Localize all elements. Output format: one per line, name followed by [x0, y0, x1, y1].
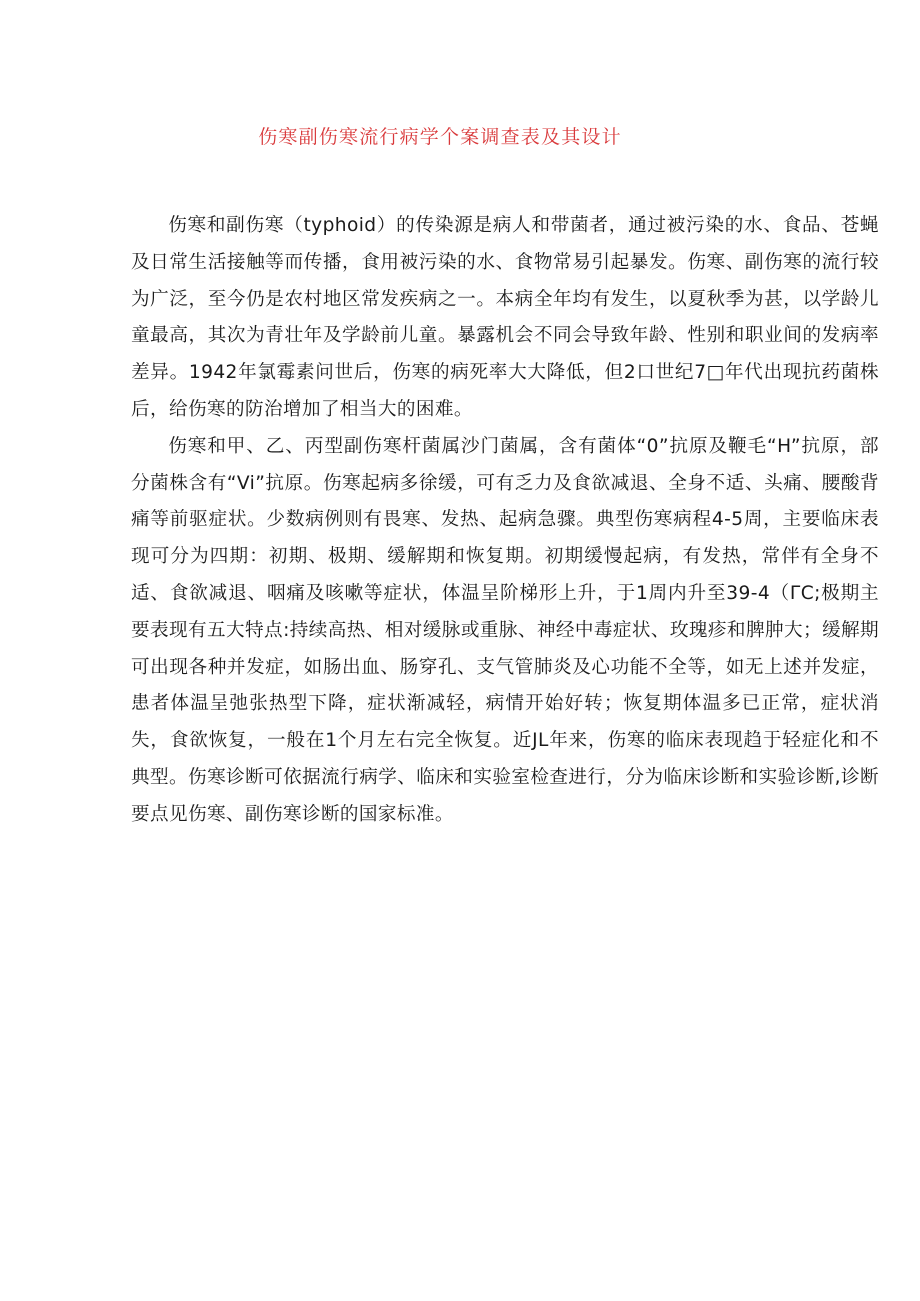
document-title: 伤寒副伤寒流行病学个案调查表及其设计 [258, 126, 622, 148]
paragraph-transmission: 伤寒和副伤寒（typhoid）的传染源是病人和带菌者，通过被污染的水、食品、苍蝇及日常生活接触等而传播，食用被污染的水、食物常易引起暴发。伤寒、副伤寒的流行较为广泛，至今仍是农村地区常发疾病之一。本病全年均有发生，以夏秋季为甚，以学龄儿童最高，其次为青壮年及学龄前儿童。暴露机会不同会导致年龄、性别和职业间的发病率差异。1942年氯霉素问世后，伤寒的病死率大大降低，但2口世纪7□年代出现抗药菌株后，给伤寒的防治增加了相当大的困难。 [131, 215, 879, 420]
document-body [131, 208, 879, 834]
paragraph-clinical: 伤寒和甲、乙、丙型副伤寒杆菌属沙门菌属，含有菌体“0”抗原及鞭毛“H”抗原，部分菌株含有“Vi”抗原。伤寒起病多徐缓，可有乏力及食欲减退、全身不适、头痛、腰酸背痛等前驱症状。少数病例则有畏寒、发热、起病急骤。典型伤寒病程4-5周，主要临床表现可分为四期：初期、极期、缓解期和恢复期。初期缓慢起病，有发热，常伴有全身不适、食欲减退、咽痛及咳嗽等症状，体温呈阶梯形上升，于1周内升至39-4（ΓC;极期主要表现有五大特点:持续高热、相对缓脉或重脉、神经中毒症状、玫瑰疹和脾肿大；缓解期可出现各种并发症，如肠出血、肠穿孔、支气管肺炎及心功能不全等，如无上述并发症，患者体温呈弛张热型下降，症状渐减轻，病情开始好转；恢复期体温多已正常，症状消失，食欲恢复，一般在1个月左右完全恢复。近JL年来，伤寒的临床表现趋于轻症化和不典型。伤寒诊断可依据流行病学、临床和实验室检查进行，分为临床诊断和实验诊断,诊断要点见伤寒、副伤寒诊断的国家标准。 [131, 435, 879, 825]
